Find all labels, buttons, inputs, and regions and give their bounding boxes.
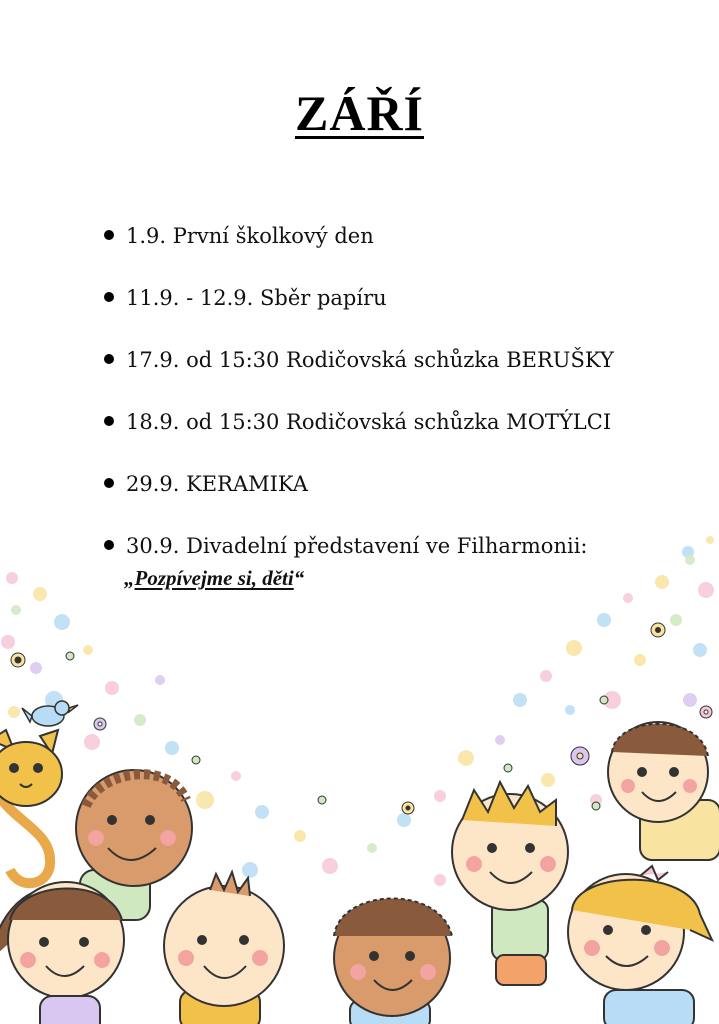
open-quote: „	[124, 566, 135, 590]
event-text: 11.9. - 12.9. Sběr papíru	[126, 286, 387, 310]
child-icon	[452, 782, 568, 985]
event-text: 30.9. Divadelní představení ve Filharmonii:	[126, 534, 588, 558]
performance-name: Pozpívejme si, děti	[134, 566, 294, 590]
event-text: 17.9. od 15:30 Rodičovská schůzka BERUŠKY	[126, 348, 614, 372]
event-text: 1.9. První školkový den	[126, 224, 374, 248]
child-icon	[608, 722, 719, 860]
child-icon	[568, 866, 712, 1024]
child-icon	[0, 882, 124, 1024]
event-text: 18.9. od 15:30 Rodičovská schůzka MOTÝLCI	[126, 410, 612, 434]
event-text: 29.9. KERAMIKA	[126, 472, 308, 496]
page-title: ZÁŘÍ	[294, 85, 425, 141]
close-quote: “	[293, 566, 305, 590]
child-icon	[164, 872, 284, 1024]
cat-icon	[0, 730, 62, 883]
child-icon	[334, 898, 452, 1024]
